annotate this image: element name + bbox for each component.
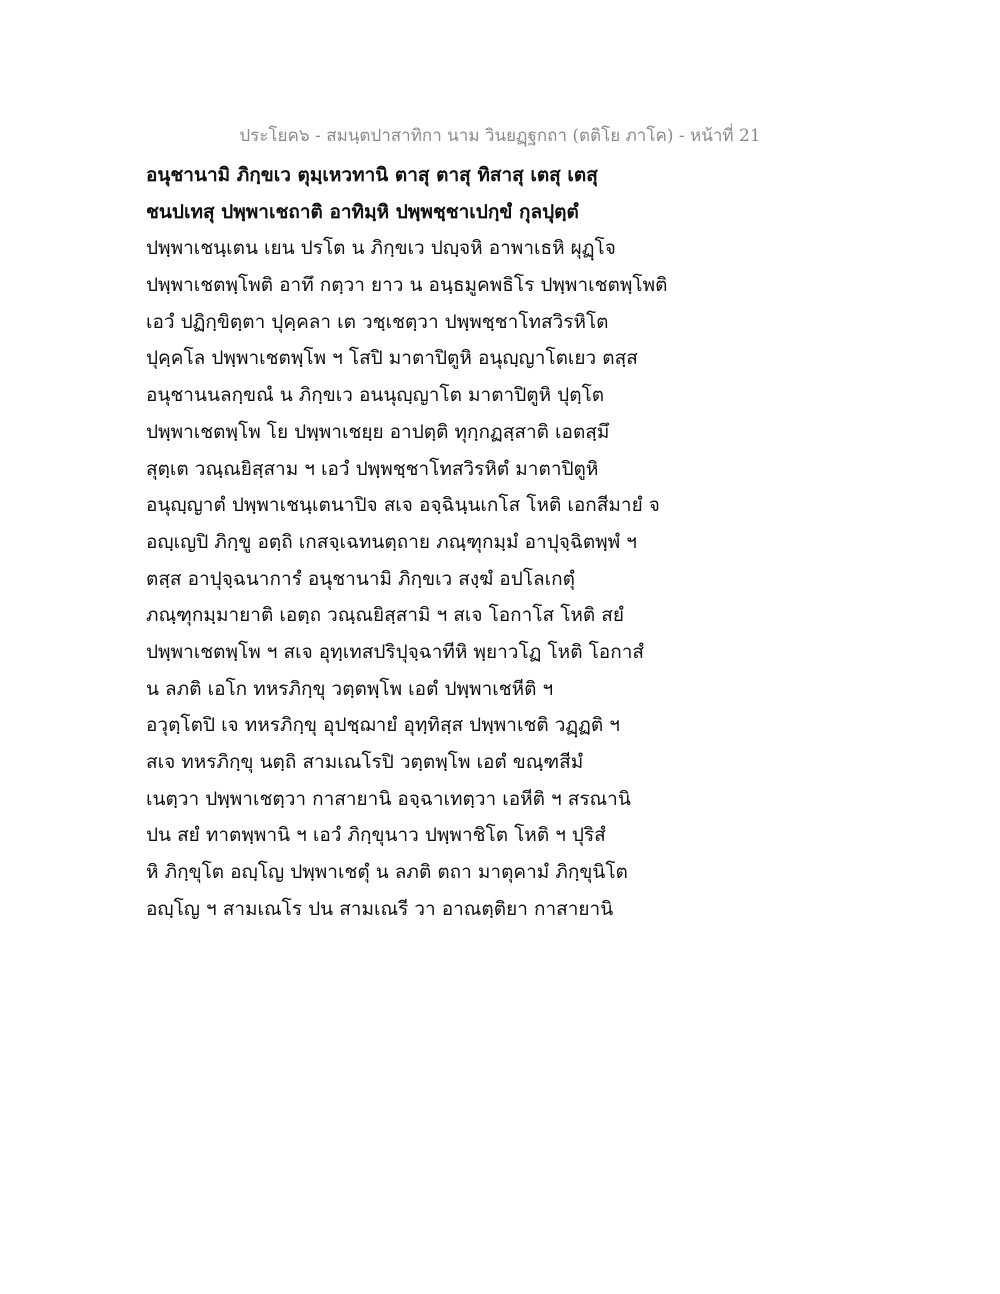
text-line: อญฺเญปิ ภิกฺขู อตฺถิ เกสจฺเฉทนตฺถาย ภณฺฑุกมฺมํ อาปุจฺฉิตพฺพํ ฯ: [146, 530, 637, 553]
text-line: อญฺโญ ฯ สามเณโร ปน สามเณรี วา อาณตฺติยา กาสายานิ: [146, 897, 614, 920]
text-line: อวุตฺโตปิ เจ ทหรภิกฺขุ อุปชฺฌายํ อุทฺทิสฺส ปพฺพาเชติ วฏฺฏติ ฯ: [146, 714, 620, 737]
text-line: อนุชานามิ ภิกฺขเว ตุมฺเหวทานิ ตาสุ ตาสุ ทิสาสุ เตสุ เตสุ: [146, 164, 598, 186]
text-line: สเจ ทหรภิกฺขุ นตฺถิ สามเณโรปิ วตฺตพฺโพ เอตํ ขณฺฑสีมํ: [146, 751, 584, 773]
text-line: ตสฺส อาปุจฺฉนาการํ อนุชานามิ ภิกฺขเว สงฺฆํ อปโลเกตุํ: [146, 567, 575, 590]
text-line: ปพฺพาเชตพฺโพ ฯ สเจ อุทฺเทสปริปุจฺฉาทีหิ พฺยาวโฏ โหติ โอกาสํ: [146, 640, 644, 663]
text-line: ปน สยํ ทาตพฺพานิ ฯ เอวํ ภิกฺขุนาว ปพฺพาชิโต โหติ ฯ ปุริสํ: [146, 824, 606, 847]
text-line: ปุคฺคโล ปพฺพาเชตพฺโพ ฯ โสปิ มาตาปิตูหิ อนุญฺญาโตเยว ตสฺส: [146, 347, 638, 370]
text-line: ปพฺพาเชตพฺโพ โย ปพฺพาเชยฺย อาปตฺติ ทุกฺกฏสฺสาติ เอตสฺมึ: [146, 420, 610, 443]
text-line: ปพฺพาเชนฺเตน เยน ปรโต น ภิกฺขเว ปญฺจหิ อาพาเธหิ ผุฏฺโจ: [146, 237, 616, 260]
text-line: หิ ภิกฺขุโต อญฺโญ ปพฺพาเชตุํ น ลภติ ตถา มาตุคามํ ภิกฺขุนิโต: [146, 861, 628, 884]
text-line: ภณฺฑุกมฺมายาติ เอตฺถ วณฺณยิสฺสามิ ฯ สเจ โอกาโส โหติ สยํ: [146, 604, 625, 627]
text-line: อนุชานนลกฺขณํ น ภิกฺขเว อนนุญฺญาโต มาตาปิตูหิ ปุตฺโต: [146, 384, 605, 407]
body-text: [146, 157, 706, 927]
page-header: ประโยค๖ - สมนฺตปาสาทิกา นาม วินยฏฺฐกถา (ตติโย ภาโค) - หน้าที่ 21: [239, 126, 761, 146]
text-line: สุตฺเต วณฺณยิสฺสาม ฯ เอวํ ปพฺพชฺชาโทสวิรหิตํ มาตาปิตูหิ: [146, 457, 599, 480]
text-line: น ลภติ เอโก ทหรภิกฺขุ วตฺตพฺโพ เอตํ ปพฺพาเชหีติ ฯ: [146, 677, 554, 700]
text-line: เนตฺวา ปพฺพาเชตฺวา กาสายานิ อจฺฉาเทตฺวา เอหีติ ฯ สรณานิ: [146, 787, 631, 810]
text-line: ปพฺพาเชตพฺโพติ อาทึ กตฺวา ยาว น อนฺธมูคพธิโร ปพฺพาเชตพฺโพติ: [146, 274, 668, 297]
text-line: เอวํ ปฏิกฺขิตฺตา ปุคฺคลา เต วชฺเชตฺวา ปพฺพชฺชาโทสวิรหิโต: [146, 310, 609, 333]
text-line: อนุญฺญาตํ ปพฺพาเชนฺเตนาปิจ สเจ อจฺฉินฺนเกโส โหติ เอกสีมายํ จ: [146, 494, 660, 517]
text-line: ชนปเทสุ ปพฺพาเชถาติ อาทิมฺหิ ปพฺพชฺชาเปกฺขํ กุลปุตฺตํ: [146, 200, 579, 223]
